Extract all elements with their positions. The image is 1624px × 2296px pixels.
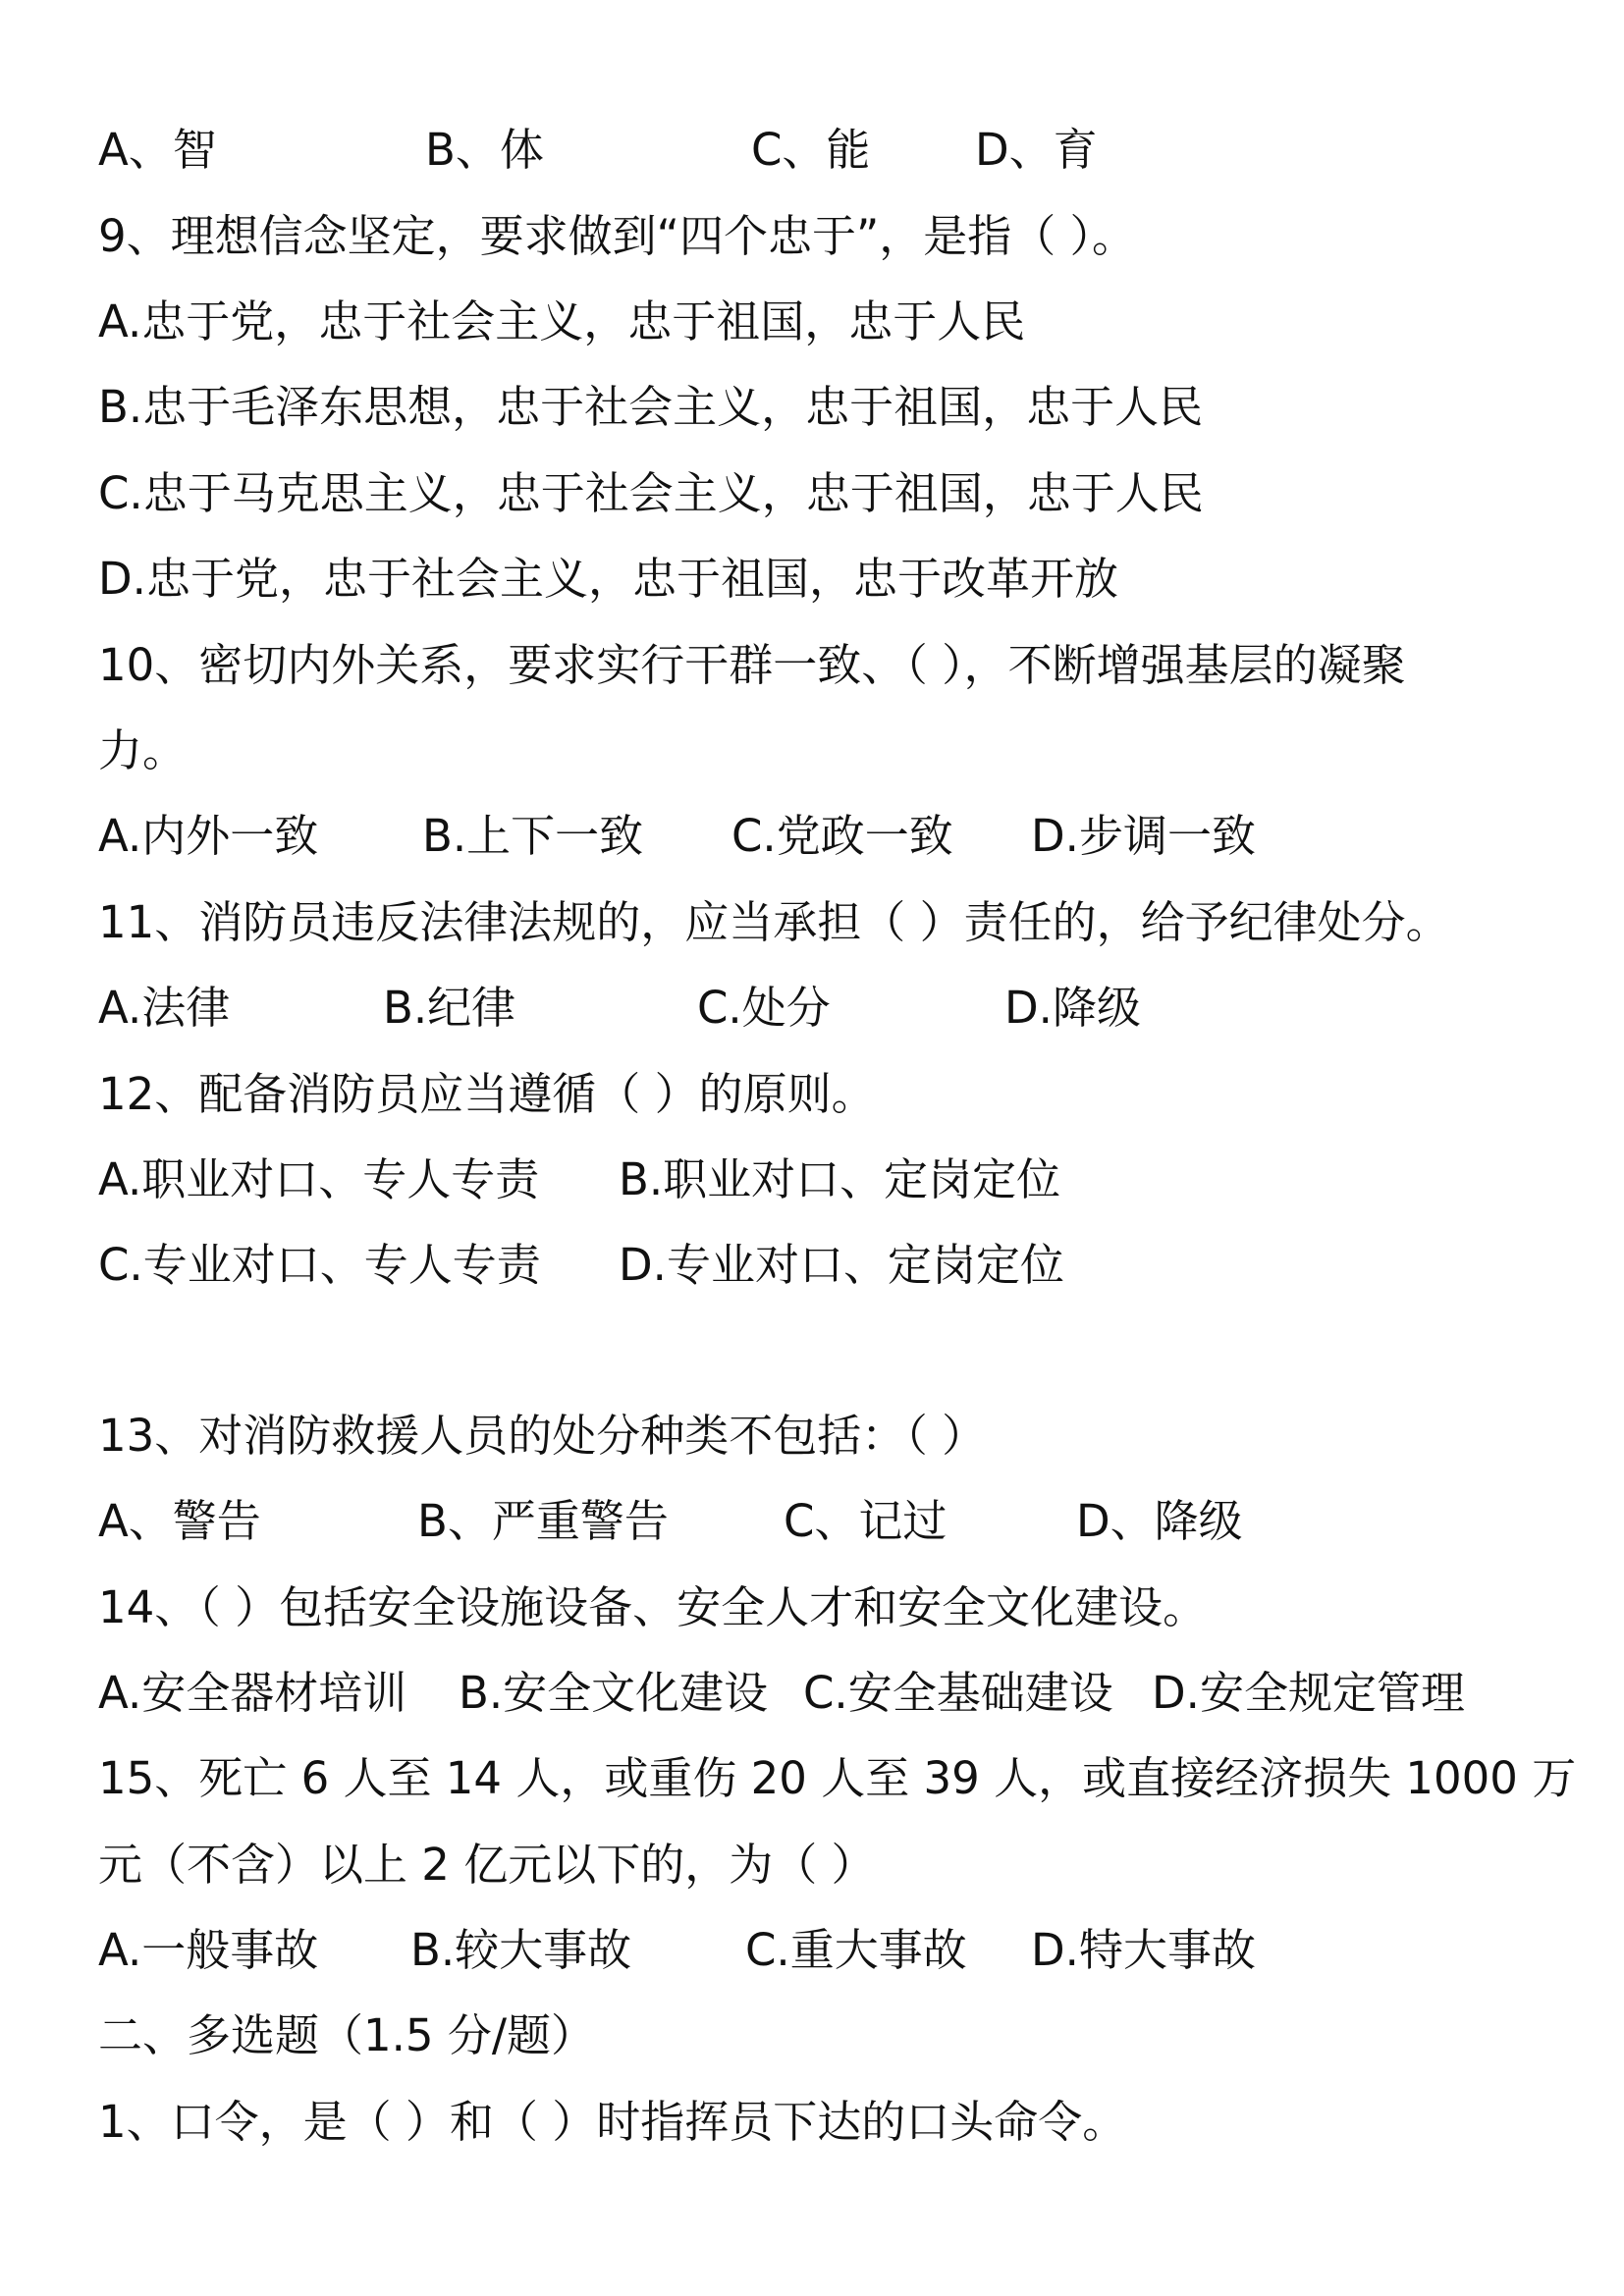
- q15-option-a: A.一般事故: [98, 1924, 319, 1976]
- q9-option-d: D.忠于党，忠于社会主义，忠于祖国，忠于改革开放: [98, 553, 1118, 605]
- q15-stem-line1: 15、死亡 6 人至 14 人，或重伤 20 人至 39 人，或直接经济损失 1000 万: [98, 1752, 1577, 1804]
- q14-option-c: C.安全基础建设: [803, 1667, 1113, 1719]
- q12-option-a: A.职业对口、专人专责: [98, 1153, 540, 1205]
- q8-option-d: D、育: [975, 124, 1098, 176]
- m1-stem: 1、口令，是（ ）和（ ）时指挥员下达的口头命令。: [98, 2096, 1127, 2148]
- q13-stem: 13、对消防救援人员的处分种类不包括：（ ）: [98, 1410, 987, 1462]
- q14-option-b: B.安全文化建设: [459, 1667, 769, 1719]
- q12-option-d: D.专业对口、定岗定位: [619, 1239, 1064, 1291]
- q15-option-b: B.较大事故: [410, 1924, 632, 1976]
- q8-option-a: A、智: [98, 124, 217, 176]
- q13-option-d: D、降级: [1076, 1495, 1243, 1547]
- q11-option-c: C.处分: [697, 982, 831, 1034]
- q10-stem-line2: 力。: [98, 724, 188, 776]
- q13-option-b: B、严重警告: [417, 1495, 669, 1547]
- q10-option-b: B.上下一致: [422, 810, 644, 862]
- section-heading-multiple-choice: 二、多选题（1.5 分/题）: [98, 2009, 596, 2061]
- q14-stem: 14、（ ）包括安全设施设备、安全人才和安全文化建设。: [98, 1581, 1208, 1633]
- q14-option-a: A.安全器材培训: [98, 1667, 407, 1719]
- q11-option-d: D.降级: [1004, 982, 1141, 1034]
- q8-option-c: C、能: [751, 124, 871, 176]
- q11-option-b: B.纪律: [383, 982, 516, 1034]
- q10-stem-line1: 10、密切内外关系，要求实行干群一致、（ ），不断增强基层的凝聚: [98, 639, 1406, 691]
- q11-option-a: A.法律: [98, 982, 231, 1034]
- q14-option-d: D.安全规定管理: [1152, 1667, 1465, 1719]
- q13-option-a: A、警告: [98, 1495, 261, 1547]
- q9-option-b: B.忠于毛泽东思想，忠于社会主义，忠于祖国，忠于人民: [98, 381, 1204, 433]
- q11-stem: 11、消防员违反法律法规的，应当承担（ ）责任的，给予纪律处分。: [98, 896, 1450, 948]
- q15-stem-line2: 元（不含）以上 2 亿元以下的，为（ ）: [98, 1839, 876, 1891]
- q10-option-a: A.内外一致: [98, 810, 319, 862]
- q9-option-c: C.忠于马克思主义，忠于社会主义，忠于祖国，忠于人民: [98, 467, 1204, 519]
- q12-stem: 12、配备消防员应当遵循（ ）的原则。: [98, 1068, 876, 1120]
- q10-option-c: C.党政一致: [731, 810, 953, 862]
- q12-option-c: C.专业对口、专人专责: [98, 1239, 541, 1291]
- q8-option-b: B、体: [425, 124, 544, 176]
- q15-option-c: C.重大事故: [745, 1924, 967, 1976]
- q9-option-a: A.忠于党，忠于社会主义，忠于祖国，忠于人民: [98, 295, 1026, 347]
- q15-option-d: D.特大事故: [1031, 1924, 1256, 1976]
- q13-option-c: C、记过: [784, 1495, 947, 1547]
- q9-stem: 9、理想信念坚定，要求做到“四个忠于”，是指（ ）。: [98, 210, 1137, 262]
- q12-option-b: B.职业对口、定岗定位: [619, 1153, 1061, 1205]
- q10-option-d: D.步调一致: [1031, 810, 1256, 862]
